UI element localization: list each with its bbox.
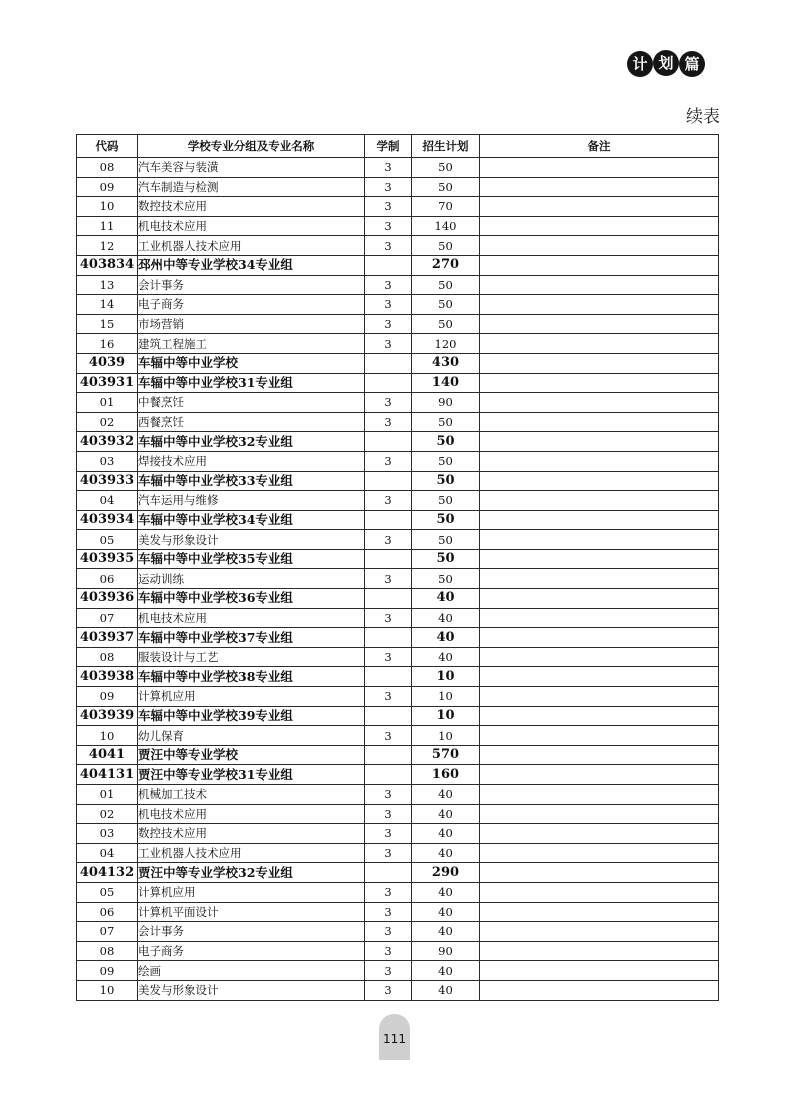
cell-code: 403932 <box>77 432 138 452</box>
group-row <box>77 589 719 609</box>
cell-note <box>480 216 719 236</box>
group-row <box>77 510 719 530</box>
cell-years <box>365 255 412 275</box>
header-quota: 招生计划 <box>412 135 480 158</box>
cell-quota: 90 <box>412 941 480 961</box>
table-row <box>77 177 719 197</box>
table-row <box>77 980 719 1000</box>
table-row <box>77 824 719 844</box>
table-row <box>77 608 719 628</box>
cell-quota: 40 <box>412 961 480 981</box>
cell-years <box>365 549 412 569</box>
cell-quota: 10 <box>412 687 480 707</box>
cell-note <box>480 334 719 354</box>
cell-note <box>480 432 719 452</box>
cell-years <box>365 765 412 785</box>
cell-quota: 50 <box>412 491 480 511</box>
table-row <box>77 843 719 863</box>
cell-note <box>480 785 719 805</box>
cell-note <box>480 765 719 785</box>
cell-note <box>480 902 719 922</box>
table-row <box>77 295 719 315</box>
cell-name: 机械加工技术 <box>138 785 365 805</box>
cell-quota: 40 <box>412 882 480 902</box>
cell-code: 403834 <box>77 255 138 275</box>
cell-quota: 570 <box>412 745 480 765</box>
cell-code: 403935 <box>77 549 138 569</box>
logo-char-1: 计 <box>632 55 648 73</box>
group-row <box>77 628 719 648</box>
group-row <box>77 549 719 569</box>
page-number: 111 <box>383 1032 406 1046</box>
cell-years: 3 <box>365 647 412 667</box>
cell-name: 机电技术应用 <box>138 216 365 236</box>
cell-code: 01 <box>77 393 138 413</box>
cell-name: 车辐中等中业学校33专业组 <box>138 471 365 491</box>
cell-code: 15 <box>77 314 138 334</box>
cell-years: 3 <box>365 726 412 746</box>
cell-note <box>480 158 719 178</box>
cell-quota: 40 <box>412 980 480 1000</box>
cell-years: 3 <box>365 158 412 178</box>
cell-note <box>480 745 719 765</box>
cell-years: 3 <box>365 451 412 471</box>
cell-quota: 40 <box>412 608 480 628</box>
cell-note <box>480 687 719 707</box>
cell-name: 服装设计与工艺 <box>138 647 365 667</box>
cell-code: 403931 <box>77 373 138 393</box>
cell-quota: 140 <box>412 216 480 236</box>
cell-quota: 40 <box>412 647 480 667</box>
cell-years: 3 <box>365 843 412 863</box>
header-note: 备注 <box>480 135 719 158</box>
table-row <box>77 647 719 667</box>
cell-note <box>480 393 719 413</box>
table-row <box>77 530 719 550</box>
cell-name: 西餐烹饪 <box>138 412 365 432</box>
table-row <box>77 569 719 589</box>
logo-char-3: 篇 <box>684 55 700 73</box>
cell-note <box>480 177 719 197</box>
table-header-row <box>77 135 719 158</box>
cell-name: 汽车运用与维修 <box>138 491 365 511</box>
cell-note <box>480 530 719 550</box>
cell-years: 3 <box>365 961 412 981</box>
cell-code: 10 <box>77 726 138 746</box>
cell-quota: 50 <box>412 158 480 178</box>
cell-years <box>365 353 412 373</box>
group-row <box>77 471 719 491</box>
cell-note <box>480 706 719 726</box>
table-row <box>77 941 719 961</box>
cell-code: 09 <box>77 687 138 707</box>
cell-years: 3 <box>365 569 412 589</box>
cell-note <box>480 451 719 471</box>
cell-note <box>480 608 719 628</box>
cell-name: 工业机器人技术应用 <box>138 843 365 863</box>
cell-code: 09 <box>77 177 138 197</box>
header-name: 学校专业分组及专业名称 <box>138 135 365 158</box>
cell-years <box>365 589 412 609</box>
cell-years: 3 <box>365 177 412 197</box>
table-row <box>77 158 719 178</box>
cell-name: 数控技术应用 <box>138 197 365 217</box>
cell-note <box>480 510 719 530</box>
cell-quota: 50 <box>412 549 480 569</box>
cell-name: 市场营销 <box>138 314 365 334</box>
cell-code: 04 <box>77 491 138 511</box>
cell-note <box>480 295 719 315</box>
cell-name: 车辐中等中业学校34专业组 <box>138 510 365 530</box>
cell-years: 3 <box>365 295 412 315</box>
cell-years <box>365 510 412 530</box>
cell-quota: 40 <box>412 589 480 609</box>
cell-note <box>480 314 719 334</box>
cell-years: 3 <box>365 824 412 844</box>
cell-code: 10 <box>77 197 138 217</box>
table-row <box>77 393 719 413</box>
cell-quota: 40 <box>412 922 480 942</box>
cell-quota: 40 <box>412 843 480 863</box>
cell-years: 3 <box>365 922 412 942</box>
cell-code: 404131 <box>77 765 138 785</box>
cell-code: 4041 <box>77 745 138 765</box>
cell-name: 贾汪中等专业学校31专业组 <box>138 765 365 785</box>
cell-years: 3 <box>365 608 412 628</box>
cell-quota: 50 <box>412 530 480 550</box>
cell-note <box>480 667 719 687</box>
cell-years: 3 <box>365 687 412 707</box>
cell-code: 06 <box>77 902 138 922</box>
cell-code: 04 <box>77 843 138 863</box>
cell-note <box>480 804 719 824</box>
cell-code: 02 <box>77 412 138 432</box>
cell-note <box>480 491 719 511</box>
cell-code: 404132 <box>77 863 138 883</box>
cell-quota: 90 <box>412 393 480 413</box>
cell-name: 电子商务 <box>138 295 365 315</box>
cell-quota: 10 <box>412 667 480 687</box>
table-row <box>77 961 719 981</box>
cell-name: 建筑工程施工 <box>138 334 365 354</box>
cell-note <box>480 549 719 569</box>
cell-note <box>480 569 719 589</box>
cell-name: 绘画 <box>138 961 365 981</box>
group-row <box>77 667 719 687</box>
cell-years <box>365 667 412 687</box>
cell-name: 焊接技术应用 <box>138 451 365 471</box>
cell-code: 08 <box>77 941 138 961</box>
cell-name: 车辐中等中业学校38专业组 <box>138 667 365 687</box>
cell-name: 美发与形象设计 <box>138 530 365 550</box>
cell-note <box>480 863 719 883</box>
cell-code: 4039 <box>77 353 138 373</box>
cell-quota: 50 <box>412 432 480 452</box>
cell-years <box>365 628 412 648</box>
cell-code: 05 <box>77 530 138 550</box>
cell-quota: 270 <box>412 255 480 275</box>
cell-note <box>480 197 719 217</box>
cell-years: 3 <box>365 275 412 295</box>
cell-years <box>365 373 412 393</box>
cell-note <box>480 824 719 844</box>
cell-name: 工业机器人技术应用 <box>138 236 365 256</box>
cell-years: 3 <box>365 216 412 236</box>
cell-name: 会计事务 <box>138 275 365 295</box>
table-row <box>77 902 719 922</box>
cell-years: 3 <box>365 882 412 902</box>
cell-code: 16 <box>77 334 138 354</box>
cell-name: 汽车制造与检测 <box>138 177 365 197</box>
table-row <box>77 687 719 707</box>
cell-quota: 50 <box>412 275 480 295</box>
table-row <box>77 314 719 334</box>
cell-quota: 50 <box>412 177 480 197</box>
cell-note <box>480 843 719 863</box>
cell-code: 10 <box>77 980 138 1000</box>
cell-note <box>480 255 719 275</box>
cell-years: 3 <box>365 804 412 824</box>
cell-name: 贾汪中等专业学校 <box>138 745 365 765</box>
cell-note <box>480 882 719 902</box>
cell-years: 3 <box>365 393 412 413</box>
table-row <box>77 236 719 256</box>
table-row <box>77 412 719 432</box>
cell-code: 13 <box>77 275 138 295</box>
cell-years <box>365 706 412 726</box>
cell-name: 贾汪中等专业学校32专业组 <box>138 863 365 883</box>
table-row <box>77 216 719 236</box>
cell-note <box>480 412 719 432</box>
header-years: 学制 <box>365 135 412 158</box>
cell-code: 403937 <box>77 628 138 648</box>
table-row <box>77 275 719 295</box>
logo-char-2: 划 <box>658 54 674 72</box>
cell-name: 数控技术应用 <box>138 824 365 844</box>
cell-code: 07 <box>77 608 138 628</box>
group-row <box>77 706 719 726</box>
cell-name: 车辐中等中业学校36专业组 <box>138 589 365 609</box>
group-row <box>77 432 719 452</box>
cell-years: 3 <box>365 334 412 354</box>
group-row <box>77 255 719 275</box>
cell-note <box>480 589 719 609</box>
group-row <box>77 765 719 785</box>
cell-years: 3 <box>365 941 412 961</box>
cell-code: 403933 <box>77 471 138 491</box>
cell-years <box>365 745 412 765</box>
cell-name: 会计事务 <box>138 922 365 942</box>
section-title-logo <box>626 48 706 80</box>
cell-code: 11 <box>77 216 138 236</box>
cell-quota: 430 <box>412 353 480 373</box>
continued-label: 续表 <box>686 107 720 127</box>
cell-code: 12 <box>77 236 138 256</box>
cell-quota: 40 <box>412 628 480 648</box>
header-code: 代码 <box>77 135 138 158</box>
cell-name: 计算机应用 <box>138 882 365 902</box>
cell-quota: 160 <box>412 765 480 785</box>
cell-quota: 50 <box>412 236 480 256</box>
table-body <box>77 158 719 1001</box>
cell-name: 车辐中等中业学校32专业组 <box>138 432 365 452</box>
cell-name: 电子商务 <box>138 941 365 961</box>
cell-quota: 50 <box>412 471 480 491</box>
table-row <box>77 491 719 511</box>
cell-name: 计算机平面设计 <box>138 902 365 922</box>
cell-quota: 50 <box>412 569 480 589</box>
cell-quota: 50 <box>412 295 480 315</box>
table-row <box>77 804 719 824</box>
group-row <box>77 863 719 883</box>
cell-name: 美发与形象设计 <box>138 980 365 1000</box>
cell-quota: 50 <box>412 314 480 334</box>
cell-years: 3 <box>365 314 412 334</box>
cell-quota: 40 <box>412 824 480 844</box>
cell-quota: 120 <box>412 334 480 354</box>
cell-years: 3 <box>365 530 412 550</box>
cell-code: 03 <box>77 824 138 844</box>
table-row <box>77 785 719 805</box>
cell-note <box>480 353 719 373</box>
cell-quota: 10 <box>412 706 480 726</box>
cell-years <box>365 471 412 491</box>
cell-code: 403939 <box>77 706 138 726</box>
cell-code: 06 <box>77 569 138 589</box>
cell-code: 08 <box>77 647 138 667</box>
cell-code: 08 <box>77 158 138 178</box>
cell-years: 3 <box>365 980 412 1000</box>
cell-quota: 40 <box>412 804 480 824</box>
cell-name: 车辐中等中业学校 <box>138 353 365 373</box>
cell-note <box>480 980 719 1000</box>
cell-years: 3 <box>365 902 412 922</box>
cell-years <box>365 863 412 883</box>
group-row <box>77 353 719 373</box>
cell-quota: 10 <box>412 726 480 746</box>
cell-code: 403938 <box>77 667 138 687</box>
cell-years <box>365 432 412 452</box>
cell-quota: 40 <box>412 902 480 922</box>
cell-name: 车辐中等中业学校31专业组 <box>138 373 365 393</box>
cell-code: 02 <box>77 804 138 824</box>
cell-note <box>480 647 719 667</box>
cell-name: 计算机应用 <box>138 687 365 707</box>
cell-years: 3 <box>365 412 412 432</box>
table-row <box>77 197 719 217</box>
cell-code: 03 <box>77 451 138 471</box>
cell-quota: 50 <box>412 510 480 530</box>
cell-code: 403934 <box>77 510 138 530</box>
cell-quota: 50 <box>412 451 480 471</box>
cell-name: 车辐中等中业学校39专业组 <box>138 706 365 726</box>
cell-quota: 50 <box>412 412 480 432</box>
cell-years: 3 <box>365 491 412 511</box>
enrollment-plan-table <box>76 134 719 1001</box>
cell-name: 车辐中等中业学校35专业组 <box>138 549 365 569</box>
cell-code: 14 <box>77 295 138 315</box>
cell-note <box>480 471 719 491</box>
cell-name: 机电技术应用 <box>138 804 365 824</box>
cell-code: 07 <box>77 922 138 942</box>
cell-note <box>480 941 719 961</box>
cell-quota: 70 <box>412 197 480 217</box>
cell-note <box>480 628 719 648</box>
cell-name: 机电技术应用 <box>138 608 365 628</box>
cell-name: 运动训练 <box>138 569 365 589</box>
cell-years: 3 <box>365 785 412 805</box>
cell-years: 3 <box>365 197 412 217</box>
cell-note <box>480 961 719 981</box>
table-row <box>77 451 719 471</box>
cell-note <box>480 236 719 256</box>
cell-code: 403936 <box>77 589 138 609</box>
table-row <box>77 334 719 354</box>
cell-note <box>480 373 719 393</box>
cell-note <box>480 726 719 746</box>
table-row <box>77 726 719 746</box>
cell-quota: 40 <box>412 785 480 805</box>
cell-name: 车辐中等中业学校37专业组 <box>138 628 365 648</box>
cell-name: 邳州中等专业学校34专业组 <box>138 255 365 275</box>
cell-years: 3 <box>365 236 412 256</box>
cell-name: 中餐烹饪 <box>138 393 365 413</box>
cell-code: 01 <box>77 785 138 805</box>
cell-code: 05 <box>77 882 138 902</box>
group-row <box>77 745 719 765</box>
cell-quota: 290 <box>412 863 480 883</box>
table-row <box>77 882 719 902</box>
table-row <box>77 922 719 942</box>
cell-note <box>480 275 719 295</box>
cell-name: 幼儿保育 <box>138 726 365 746</box>
cell-code: 09 <box>77 961 138 981</box>
cell-quota: 140 <box>412 373 480 393</box>
cell-name: 汽车美容与装潢 <box>138 158 365 178</box>
cell-note <box>480 922 719 942</box>
group-row <box>77 373 719 393</box>
